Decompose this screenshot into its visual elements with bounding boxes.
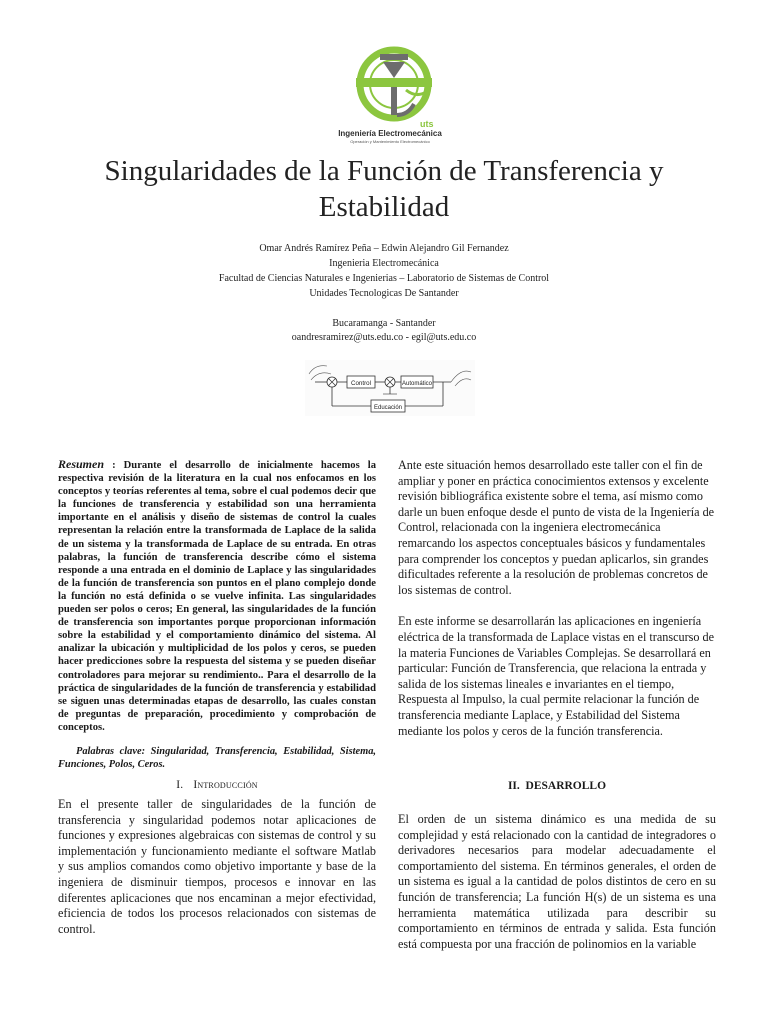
author-city: Bucaramanga - Santander <box>332 318 436 329</box>
section-number: II. <box>507 780 520 793</box>
author-faculty: Facultad de Ciencias Naturales e Ingenierias – Laboratorio de Sistemas de Control <box>218 273 550 284</box>
author-block <box>100 241 668 301</box>
location-block <box>100 317 668 345</box>
paragraph-scope: En este informe se desarrollarán las aplicaciones en ingeniería eléctrica de la transformada de Laplace vistas en el transcurso de la materia Funciones de Variables Complejas. Se desarrollará en particular: Función de Transferencia, que relaciona la entrada y salida de los sistemas lineales e invariantes en el tiempo, Respuesta al Impulso, la cual permite relacionar la función de transferencia mediante Laplace, y Estabilidad del Sistema mediante los polos y ceros de la función transferencia. <box>398 614 715 738</box>
author-emails: oandresramirez@uts.edu.co - egil@uts.edu.co <box>291 332 477 343</box>
desarrollo-text: El orden de un sistema dinámico es una medida de su complejidad y está relacionado con la cantidad de integradores o derivadores necesarios para modelar adecuadamente el comportamiento del sistema. En términos generales, el orden de un sistema es igual a la cantidad de polos distintos de cero en su función de transferencia; La función H(s) de un sistema es una herramienta matemática utilizada para describir su comportamiento en términos de entrada y salida. Esta función está compuesta por una fracción de polinomios en la variable <box>398 812 716 951</box>
educacion-block-label: Educación <box>373 405 403 411</box>
automatico-block-label: Automático <box>401 381 433 387</box>
author-program: Ingenieria Electromecánica <box>329 258 439 269</box>
logo-caption: Ingeniería Electromecánica <box>338 129 442 138</box>
right-column <box>398 458 716 952</box>
section-heading-introduction <box>58 779 376 791</box>
page-title: Singularidades de la Función de Transferencia y Estabilidad <box>104 155 664 223</box>
author-names: Omar Andrés Ramírez Peña – Edwin Alejandro Gil Fernandez <box>259 243 509 254</box>
control-block-label: Control <box>351 380 371 387</box>
section-title: Introducción <box>193 778 258 791</box>
section-heading-desarrollo <box>398 780 716 792</box>
control-block-diagram <box>305 360 475 416</box>
section-title: DESARROLLO <box>525 780 607 793</box>
keywords: Palabras clave: Singularidad, Transferencia, Estabilidad, Sistema, Funciones, Polos, Ceros. <box>58 745 376 770</box>
introduction-text: En el presente taller de singularidades de la función de transferencia y singularidad podemos notar aplicaciones de funciones y expresiones algebraicas con sistemas de control y su implementación y funcionamiento mediante el software Matlab y sus amplios comandos como objetivo importante y base de la ingeniera de disminuir tiempos, procesos e innovar en las diferentes aplicaciones que nos encaminan a mejor efectividad, eficiencia de todos los procesos relacionados con sistemas de control. <box>58 796 376 936</box>
logo-brand: uts <box>420 119 434 129</box>
paragraph-context: Ante este situación hemos desarrollado este taller con el fin de ampliar y poner en práctica conocimientos extensos y excelente revisión bibliográfica existente sobre el tema, así mismo como darle un buen enfoque desde el punto de vista de la Ingeniería de Control, relacionada con la ingeniera electromecánica remarcando los aspectos conceptuales básicos y fundamentales para comprender los conceptos y puedan aplicarlos, sin grandes dificultades referente a la resolución de problemas concretos de los sistemas de control. <box>398 458 715 597</box>
abstract-lead: Resumen <box>58 457 105 471</box>
abstract <box>58 458 376 734</box>
logo-subtitle: Operación y Mantenimiento Electromecánico <box>350 139 430 144</box>
left-column <box>58 458 376 937</box>
abstract-text: : Durante el desarrollo de inicialmente hacemos la respectiva revisión de la literatura en la cual nos enfocamos en los conceptos y teorías referentes al tema, sobre el cual podemos decir que la funciones de transferencia y estabilidad son una herramienta importante en el análisis y diseño de sistemas de control la cuales representan la relación entre la transformada de Laplace de la salida de un sistema y la transformada de Laplace de su entrada. En otras palabras, la función de transferencia describe cómo el sistema responde a una entrada en el dominio de Laplace y las singularidades de la función de transferencia son puntos en el plano complejo donde la función no está definida o se vuelve infinita. Las singularidades pueden ser polos o ceros; En general, las singularidades de la función de transferencia son importantes porque proporcionan información sobre la estabilidad y el comportamiento dinámico del sistema. Al analizar la ubicación y multiplicidad de los polos y ceros, se pueden hacer predicciones sobre la respuesta del sistema y se pueden diseñar controladores para mejorar su rendimiento.. Para el desarrollo de la práctica de singularidades de la función de transferencia y estabilidad se siguen unas determinadas etapas de desarrollo, las cuales constan de preguntas de preparación, procedimiento y comprobación de conceptos. <box>58 460 376 733</box>
author-university: Unidades Tecnologicas De Santander <box>309 288 459 299</box>
section-number: I. <box>176 778 184 791</box>
